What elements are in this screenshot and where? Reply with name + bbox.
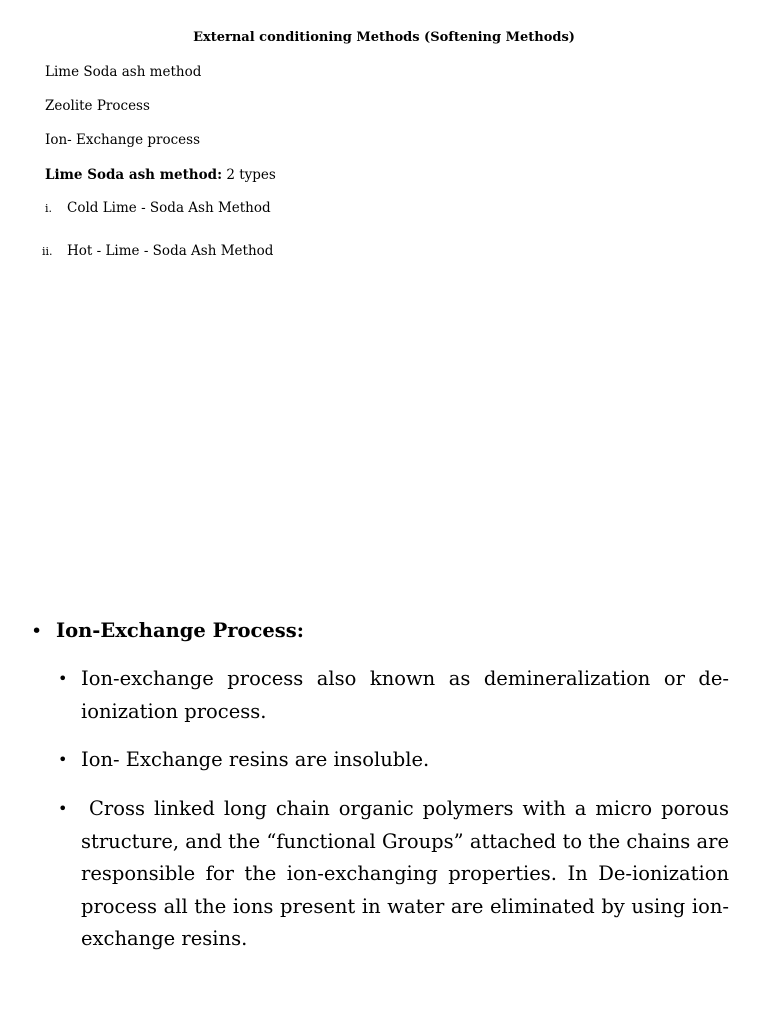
lime-soda-subheading (45, 166, 276, 184)
type-marker-ii: ii. (42, 245, 53, 258)
point-line: ionization process. (81, 699, 267, 723)
method-item-zeolite: Zeolite Process (45, 98, 150, 114)
type-item-cold: Cold Lime - Soda Ash Method (67, 200, 271, 216)
point-demineralization (81, 663, 729, 728)
page-title: External conditioning Methods (Softening Methods) (193, 30, 575, 45)
point-line: Ion-exchange process also known as demineralization or de- (81, 667, 729, 690)
method-item-lime-soda: Lime Soda ash method (45, 64, 202, 80)
method-item-ion-exchange: Ion- Exchange process (45, 132, 201, 148)
point-bullet: • (58, 799, 68, 818)
lime-soda-types-count: 2 types (222, 167, 276, 183)
point-line: Cross linked long chain organic polymers with a micro porous (89, 797, 729, 820)
point-paragraph: structure, and the “functional Groups” attached to the chains are responsible for the ion-exchanging properties. In De-ionization process all the ions present in water are eliminated by using ion-exchange resins. (81, 829, 729, 950)
type-marker-i: i. (45, 202, 53, 215)
type-item-hot: Hot - Lime - Soda Ash Method (67, 243, 274, 259)
section-heading: Ion-Exchange Process: (56, 619, 304, 642)
point-bullet: • (58, 750, 68, 769)
point-line: Ion- Exchange resins are insoluble. (81, 748, 430, 771)
point-polymers (81, 793, 729, 956)
lime-soda-label: Lime Soda ash method: (45, 167, 223, 183)
point-bullet: • (58, 669, 68, 688)
section-bullet: • (31, 620, 43, 642)
point-insoluble (81, 744, 729, 777)
